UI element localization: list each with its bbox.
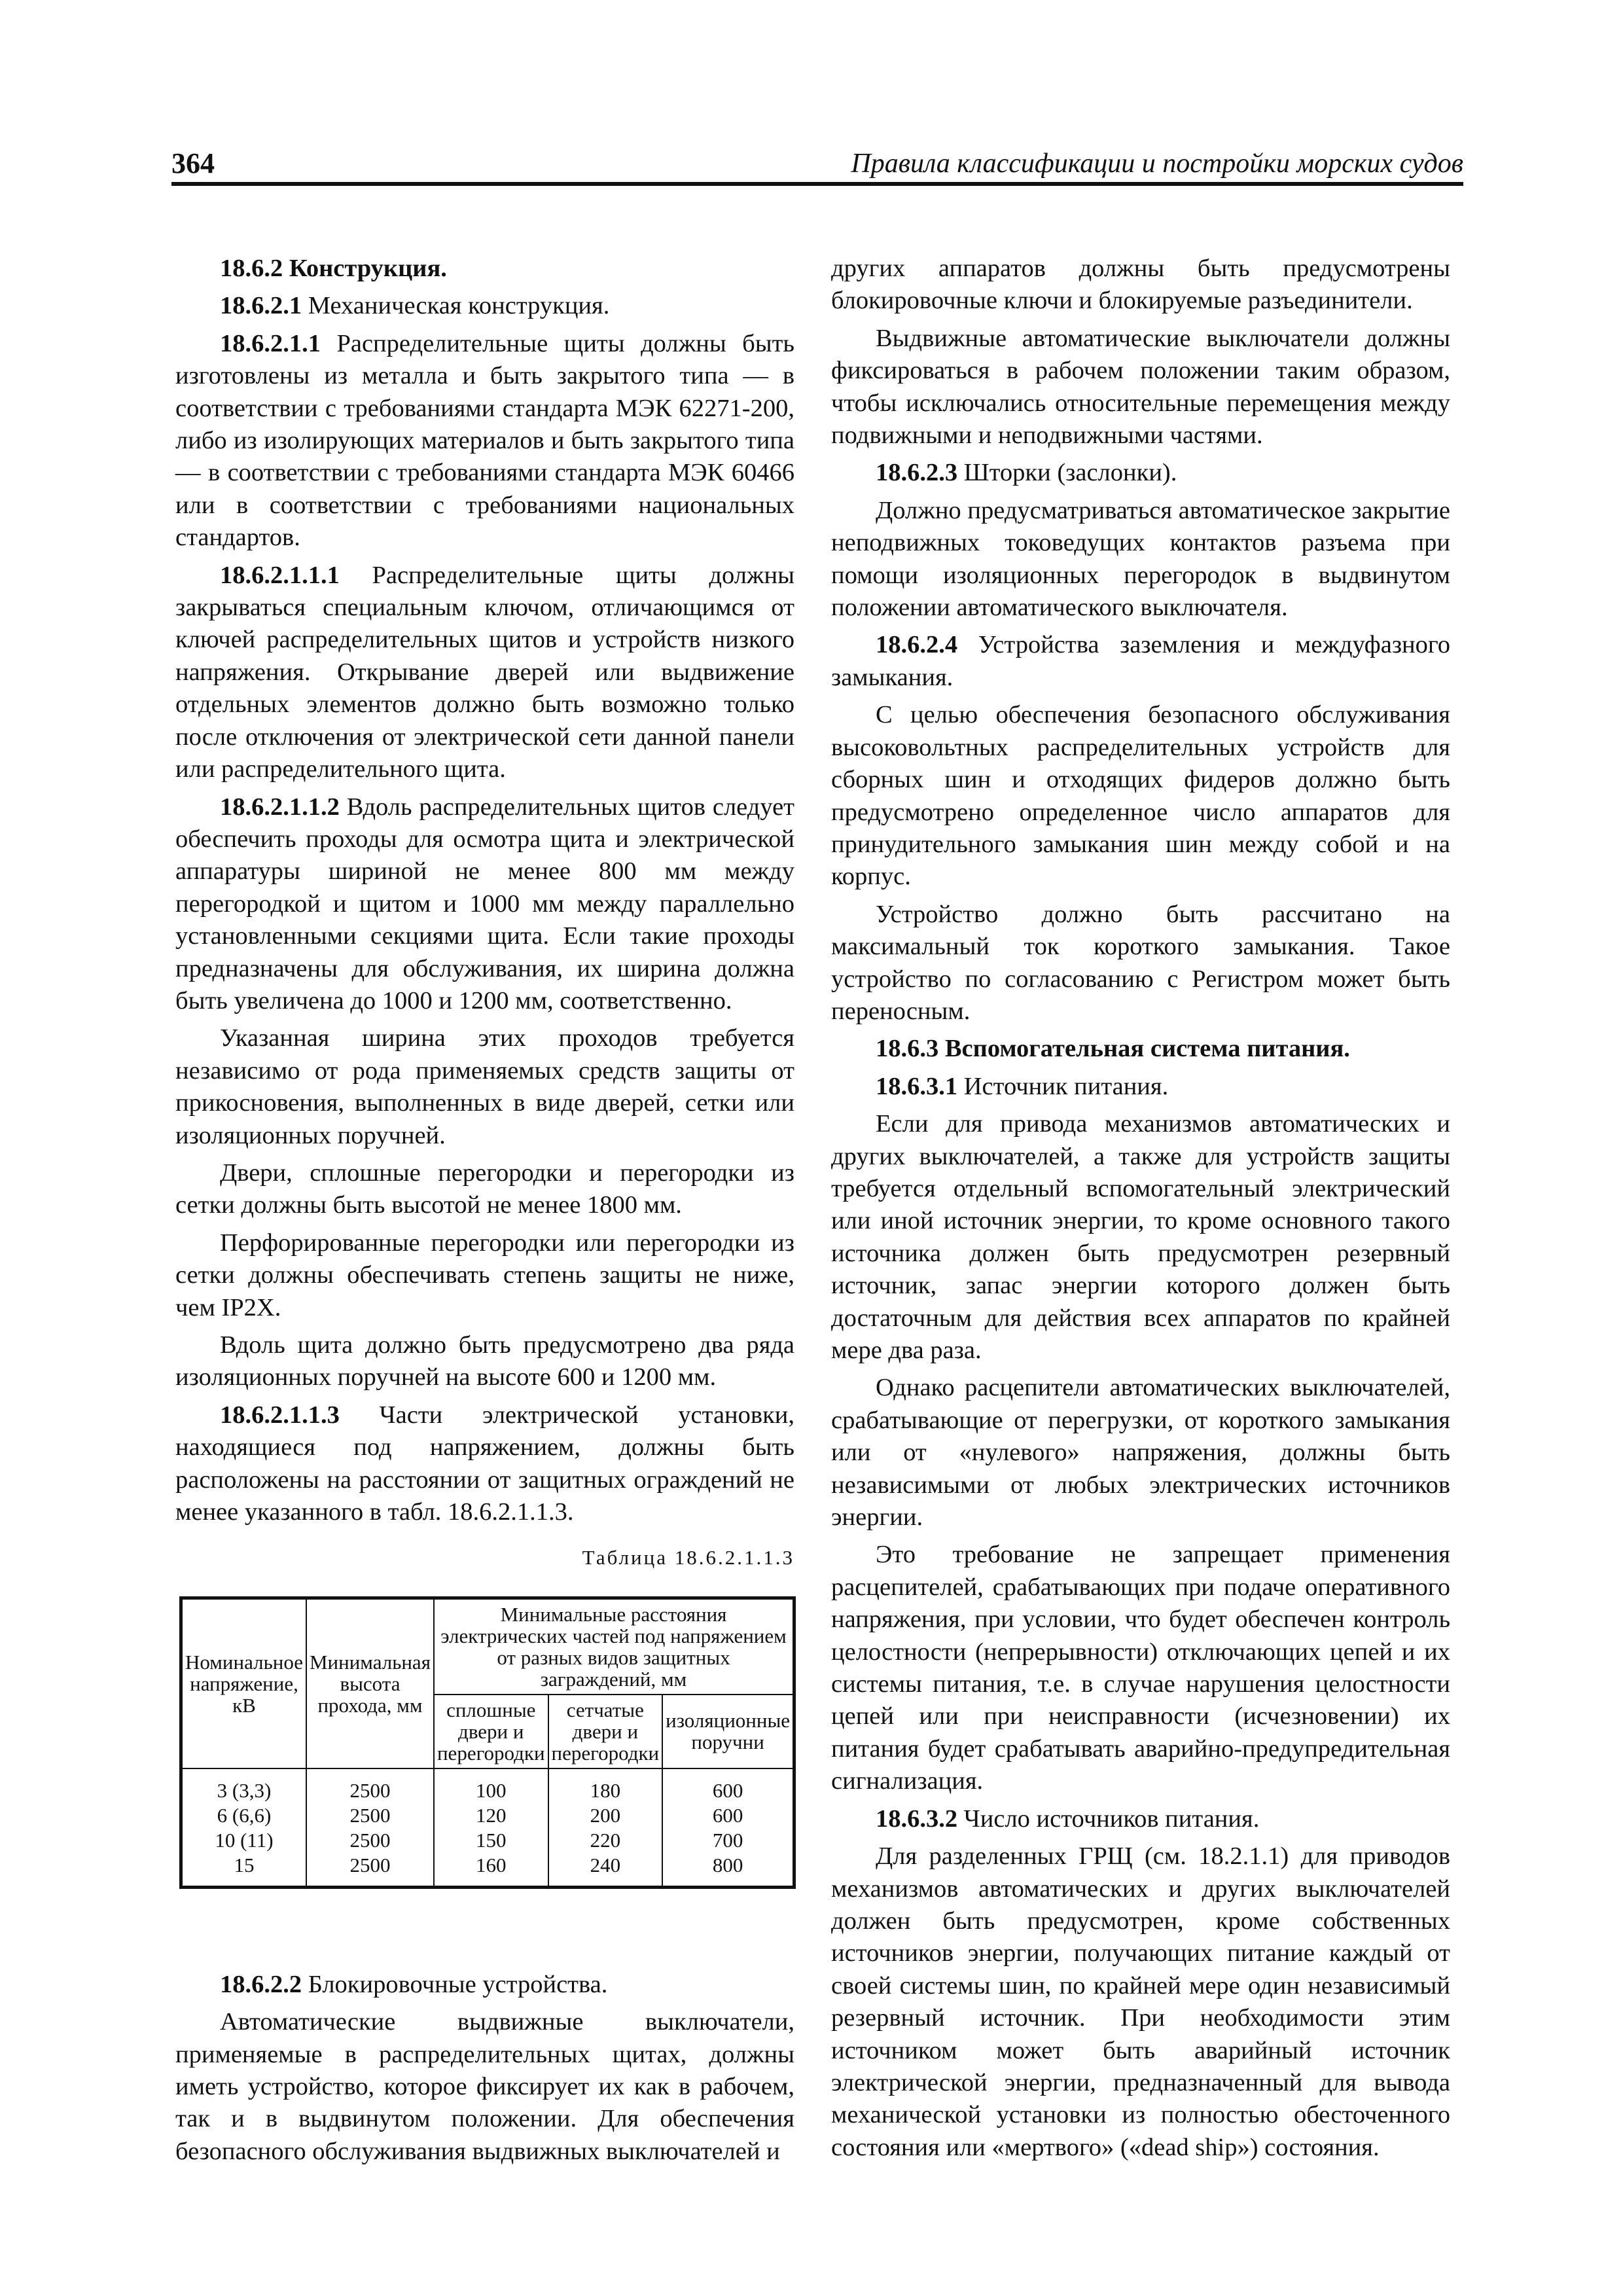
clause-number: 18.6.3.1 xyxy=(876,1072,958,1100)
table-cell: 2500 xyxy=(306,1803,434,1828)
table-row xyxy=(181,1828,794,1853)
clause-number: 18.6.3 xyxy=(876,1035,939,1063)
paragraph: Для разделенных ГРЩ (см. 18.2.1.1) для приводов механизмов автоматических и других выключателей должен быть предусмотрен, кроме собственных источников энергии, получающих питание каждый от своей системы шин, по крайней мере один независимый резервный источник. При необходимости этим источником может быть аварийный источник электрической энергии, предназначенный для вывода механической установки из полностью обесточенного состояния или «мертвого» («dead ship») состояния. xyxy=(831,1842,1450,2161)
paragraph-text: Распределительные щиты должны закрываться специальным ключом, отличающимся от ключей распределительных щитов и устройств низкого напряжения. Открывание дверей или выдвижение отдельных элементов должно быть возможно только после отключения от электрической сети данной панели или распределительного щита. xyxy=(175,561,794,783)
paragraph: Устройство должно быть рассчитано на максимальный ток короткого замыкания. Такое устройство по согласованию с Регистром может быть переносным. xyxy=(831,900,1450,1025)
paragraph: Однако расцепители автоматических выключателей, срабатывающие от перегрузки, от короткого замыкания или от «нулевого» напряжения, должны быть независимыми от любых электрических источников энергии. xyxy=(831,1374,1450,1532)
paragraph xyxy=(175,791,794,1018)
table-cell: 200 xyxy=(548,1803,663,1828)
paragraph: Если для привода механизмов автоматических и других выключателей, а также для устройств защиты требуется отдельный вспомогательный электрический или иной источник энергии, то кроме основного такого источника должен быть предусмотрен резервный источник, запас энергии которого должен быть достаточным для действия всех аппаратов по крайней мере два раза. xyxy=(831,1110,1450,1364)
table-caption: Таблица 18.6.2.1.1.3 xyxy=(582,1546,794,1570)
paragraph: Указанная ширина этих проходов требуется независимо от рода применяемых средств защиты от прикосновения, выполненных в виде дверей, сетки или изоляционных поручней. xyxy=(175,1024,794,1149)
spacer xyxy=(175,1889,794,1969)
table-header-mesh: сетчатые двери и перегородки xyxy=(548,1695,663,1768)
table-cell: 150 xyxy=(434,1828,548,1853)
table-cell: 160 xyxy=(434,1853,548,1888)
clause-number: 18.6.2.1.1.1 xyxy=(220,561,340,589)
table-row xyxy=(181,1768,794,1803)
paragraph xyxy=(831,1033,1450,1065)
clause-number: 18.6.2 xyxy=(220,255,283,282)
paragraph xyxy=(831,1071,1450,1103)
paragraph: С целью обеспечения безопасного обслуживания высоковольтных распределительных устройств для сборных шин и отходящих фидеров должно быть предусмотрено определенное число аппаратов для принудительного замыкания шин между собой и на корпус. xyxy=(831,701,1450,891)
clause-number: 18.6.2.1.1.3 xyxy=(220,1401,340,1429)
paragraph xyxy=(175,328,794,554)
paragraph: Перфорированные перегородки или перегородки из сетки должны обеспечивать степень защиты не ниже, чем IP2X. xyxy=(175,1229,794,1321)
table-header-height: Минимальная высота прохода, мм xyxy=(306,1598,434,1768)
clause-number: 18.6.2.4 xyxy=(876,631,958,659)
paragraph xyxy=(831,629,1450,694)
section-title: Конструкция. xyxy=(283,255,447,282)
table-cell: 800 xyxy=(662,1853,794,1888)
table-cell: 6 (6,6) xyxy=(181,1803,306,1828)
table-header-voltage: Номинальное напряжение, кВ xyxy=(181,1598,306,1768)
table-cell: 3 (3,3) xyxy=(181,1768,306,1803)
paragraph xyxy=(175,253,794,285)
table-header-solid: сплошные двери и перегородки xyxy=(434,1695,548,1768)
paragraph xyxy=(175,290,794,322)
clause-title: Устройства заземления и междуфазного замыкания. xyxy=(831,631,1450,691)
table-cell: 120 xyxy=(434,1803,548,1828)
paragraph-text: Части электрической установки, находящиеся под напряжением, должны быть расположены на расстоянии от защитных ограждений не менее указанного в табл. 18.6.2.1.1.3. xyxy=(175,1401,794,1526)
clause-title: Блокировочные устройства. xyxy=(302,1970,608,1998)
section-title: Вспомогательная система питания. xyxy=(938,1035,1350,1063)
paragraph xyxy=(831,1803,1450,1835)
paragraph xyxy=(831,457,1450,489)
table-cell: 15 xyxy=(181,1853,306,1888)
table-header-group: Минимальные расстояния электрических частей под напряжением от разных видов защитных заграждений, мм xyxy=(434,1598,794,1695)
paragraph: Выдвижные автоматические выключатели должны фиксироваться в рабочем положении таким образом, чтобы исключались относительные перемещения между подвижными и неподвижными частями. xyxy=(831,324,1450,450)
table-cell: 700 xyxy=(662,1828,794,1853)
clause-title: Шторки (заслонки). xyxy=(957,459,1177,487)
table-cell: 10 (11) xyxy=(181,1828,306,1853)
table-cell: 220 xyxy=(548,1828,663,1853)
clause-number: 18.6.2.2 xyxy=(220,1970,302,1998)
page-number: 364 xyxy=(171,147,215,179)
page-header xyxy=(171,143,1463,186)
table-row xyxy=(181,1803,794,1828)
paragraph xyxy=(175,1399,794,1529)
right-column xyxy=(831,253,1450,2169)
clause-number: 18.6.2.1 xyxy=(220,292,302,320)
table-row xyxy=(181,1853,794,1888)
paragraph-text: Распределительные щиты должны быть изготовлены из металла и быть закрытого типа — в соответствии с требованиями стандарта МЭК 62271-200, либо из изолирующих материалов и быть закрытого типа — в соответствии с требованиями стандарта МЭК 60466 или в соответствии с требованиями национальных стандартов. xyxy=(175,329,794,552)
table-header-rails: изоляционные поручни xyxy=(662,1695,794,1768)
paragraph: других аппаратов должны быть предусмотрены блокировочные ключи и блокируемые разъединители. xyxy=(831,255,1450,315)
paragraph-text: Вдоль распределительных щитов следует обеспечить проходы для осмотра щита и электрической аппаратуры шириной не менее 800 мм между перегородкой и щитом и 1000 мм между параллельно установленными секциями щита. Если такие проходы предназначены для обслуживания, их ширина должна быть увеличена до 1000 и 1200 мм, соответственно. xyxy=(175,793,794,1014)
table-cell: 240 xyxy=(548,1853,663,1888)
paragraph: Должно предусматриваться автоматическое закрытие неподвижных токоведущих контактов разъема при помощи изоляционных перегородок в выдвинутом положении автоматического выключателя. xyxy=(831,496,1450,622)
clause-number: 18.6.2.3 xyxy=(876,459,958,487)
running-title: Правила классификации и постройки морских судов xyxy=(851,149,1463,179)
paragraph xyxy=(175,1969,794,2001)
distance-table xyxy=(179,1596,796,1889)
table-cell: 180 xyxy=(548,1768,663,1803)
clause-number: 18.6.3.2 xyxy=(876,1804,958,1833)
paragraph: Это требование не запрещает применения расцепителей, срабатывающих при подаче оперативного напряжения, при условии, что будет обеспечен контроль целостности (непрерывности) отключающих цепей и их системы питания, т.е. в случае нарушения целостности цепей или при неисправности (исчезновении) их питания будет срабатывать аварийно-предупредительная сигнализация. xyxy=(831,1541,1450,1795)
table-cell: 2500 xyxy=(306,1828,434,1853)
table-cell: 600 xyxy=(662,1768,794,1803)
clause-title: Механическая конструкция. xyxy=(302,292,610,320)
clause-number: 18.6.2.1.1 xyxy=(220,329,321,357)
clause-number: 18.6.2.1.1.2 xyxy=(220,793,340,821)
paragraph: Автоматические выдвижные выключатели, применяемые в распределительных щитах, должны иметь устройство, которое фиксирует их как в рабочем, так и в выдвинутом положении. Для обеспечения безопасного обслуживания выдвижных выключателей и xyxy=(175,2008,794,2165)
left-column xyxy=(175,253,794,2173)
table-cell: 2500 xyxy=(306,1853,434,1888)
paragraph xyxy=(175,560,794,786)
paragraph: Вдоль щита должно быть предусмотрено два ряда изоляционных поручней на высоте 600 и 1200 мм. xyxy=(175,1331,794,1391)
table-cell: 600 xyxy=(662,1803,794,1828)
clause-title: Источник питания. xyxy=(957,1072,1169,1100)
table-cell: 100 xyxy=(434,1768,548,1803)
table-cell: 2500 xyxy=(306,1768,434,1803)
paragraph: Двери, сплошные перегородки и перегородки из сетки должны быть высотой не менее 1800 мм. xyxy=(175,1158,794,1219)
clause-title: Число источников питания. xyxy=(957,1804,1260,1833)
